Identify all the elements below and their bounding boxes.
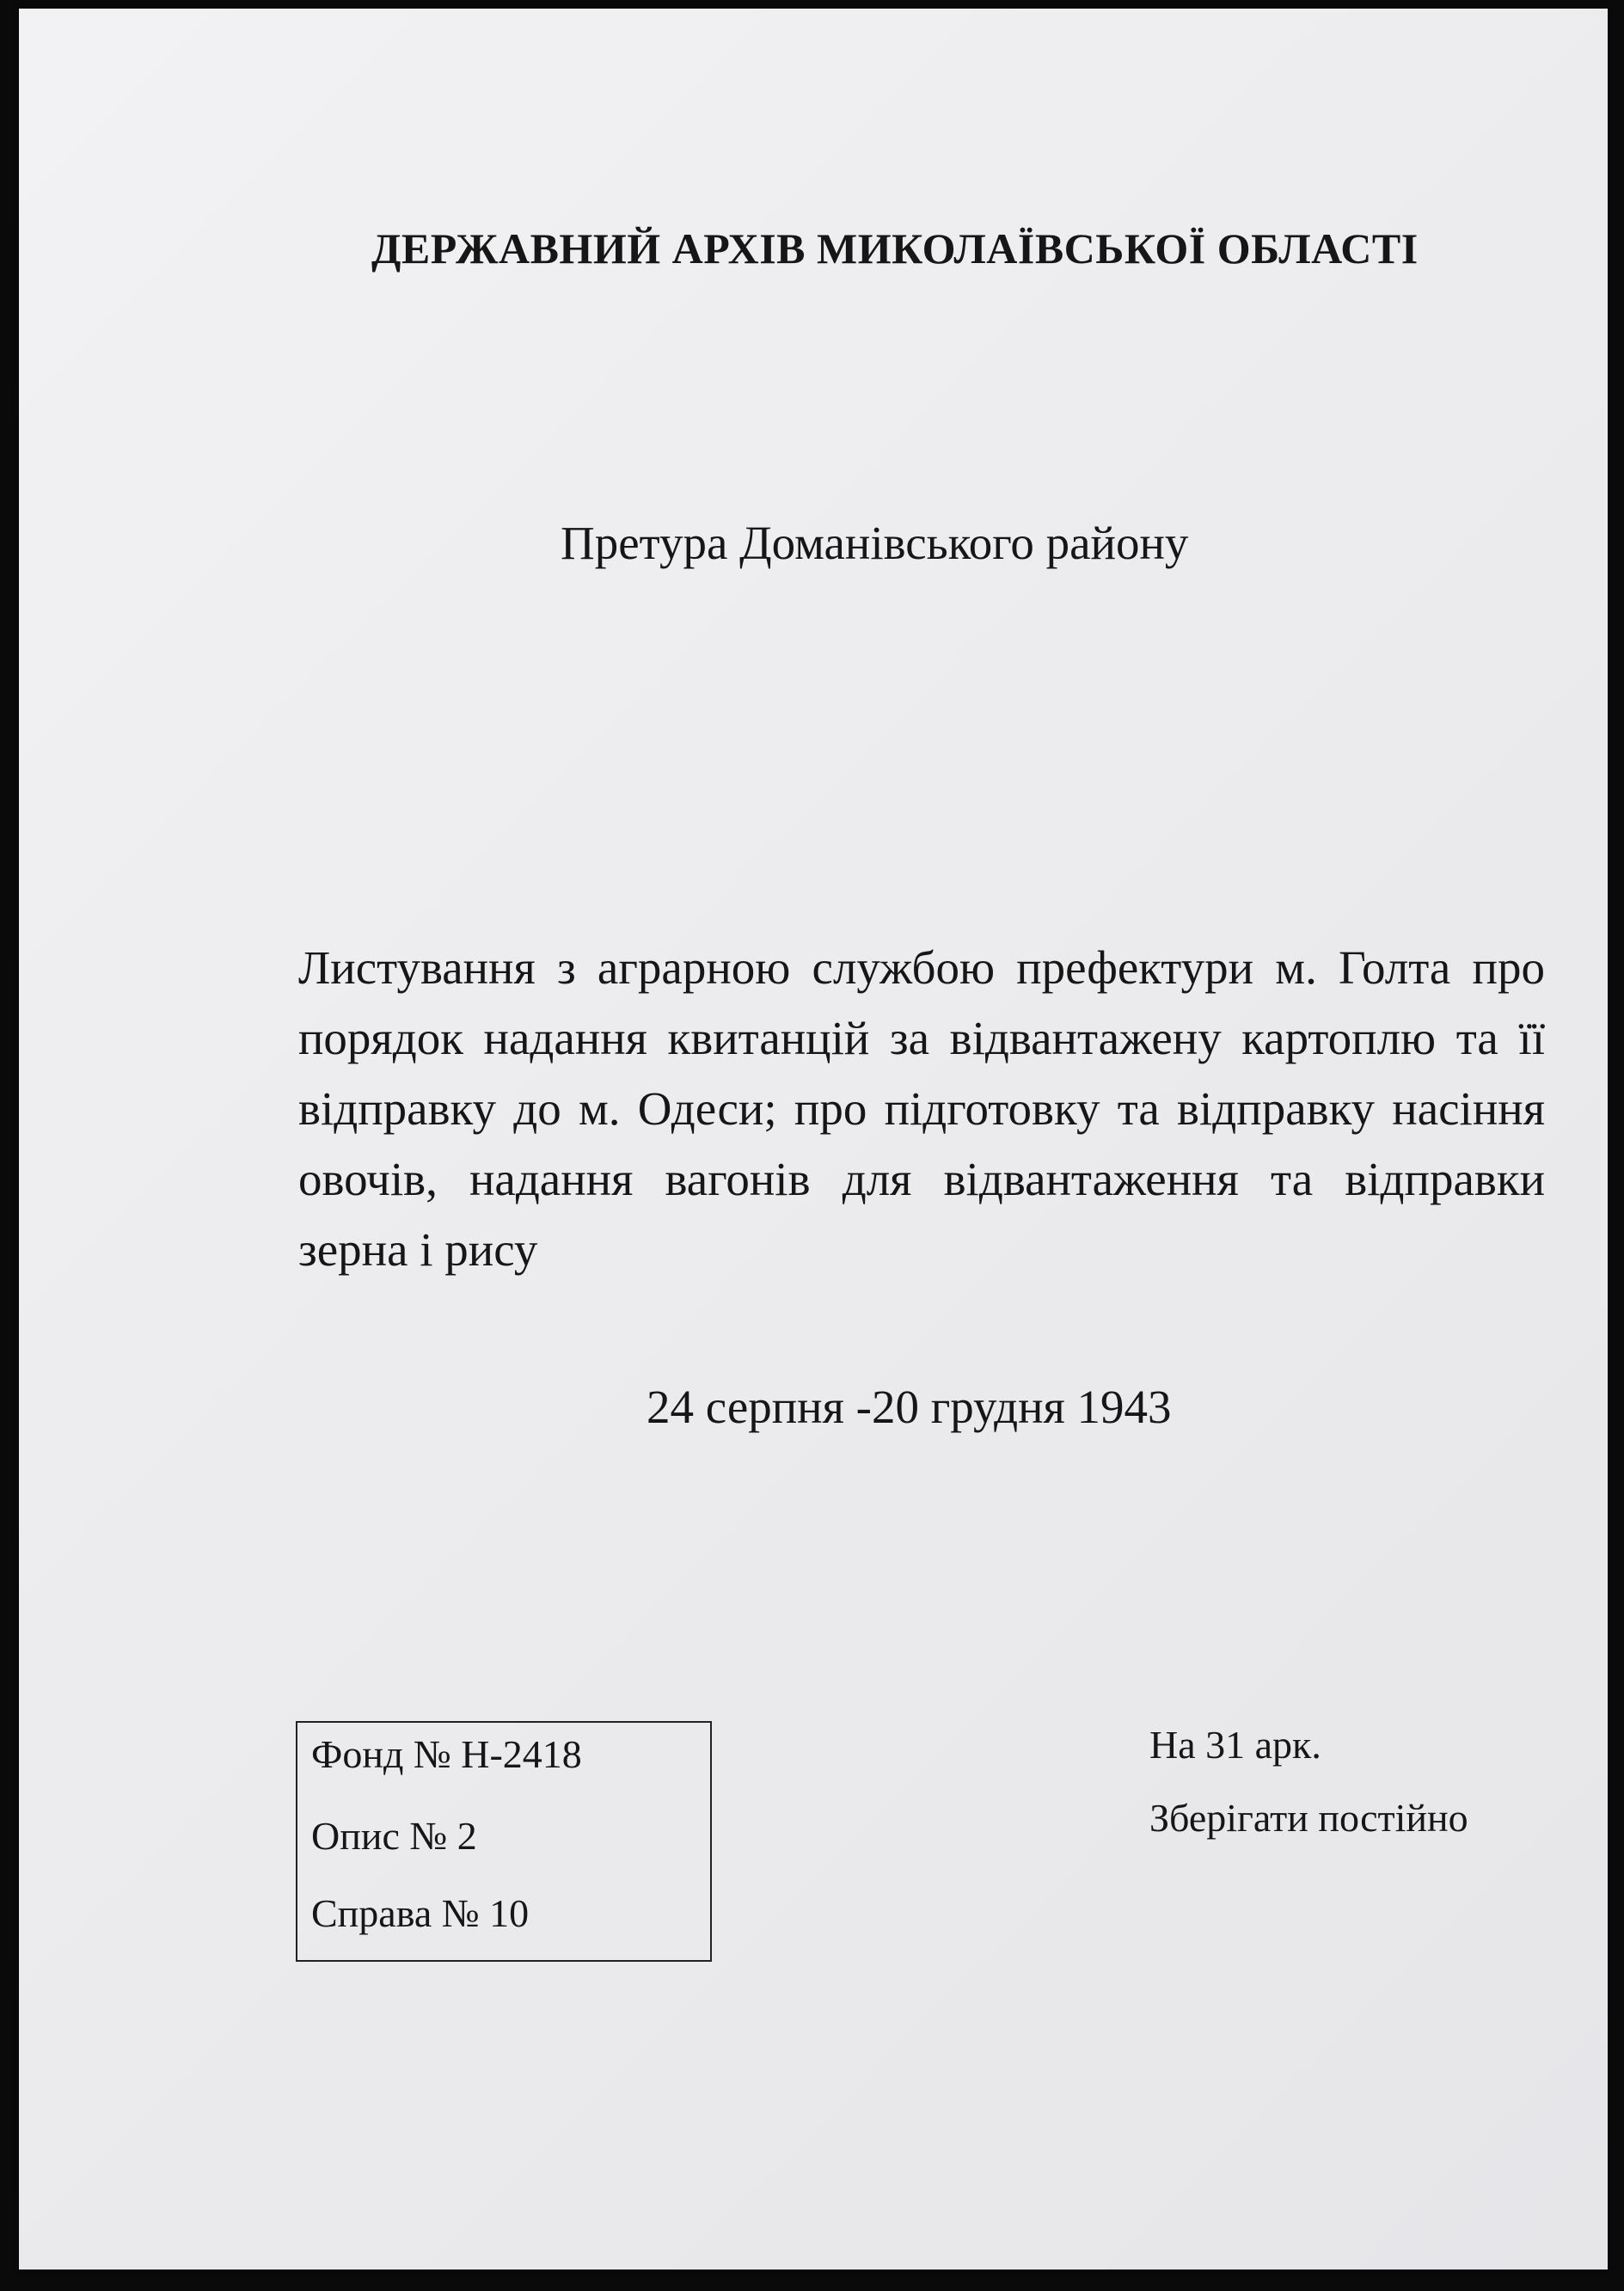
archive-title: ДЕРЖАВНИЙ АРХІВ МИКОЛАЇВСЬКОЇ ОБЛАСТІ [371,224,1419,273]
retention-note: Зберігати постійно [1149,1796,1468,1840]
opys-number: Опис № 2 [311,1814,477,1858]
fond-number: Фонд № Н-2418 [311,1732,582,1776]
date-range: 24 серпня -20 грудня 1943 [647,1381,1172,1433]
sheets-count: На 31 арк. [1149,1723,1321,1767]
institution-name: Претура Доманівського району [561,517,1189,569]
archive-reference-box [296,1721,712,1962]
file-description: Листування з аграрною службою префектури м. Голта про порядок надання квитанцій за відвантажену картоплю та її відправку до м. Одеси; про підготовку та відправку насіння овочів, надання вагонів для відвантаження та відправки зерна і рису [298,941,1545,1276]
document-page [19,9,1608,2270]
sprava-number: Справа № 10 [311,1891,530,1935]
